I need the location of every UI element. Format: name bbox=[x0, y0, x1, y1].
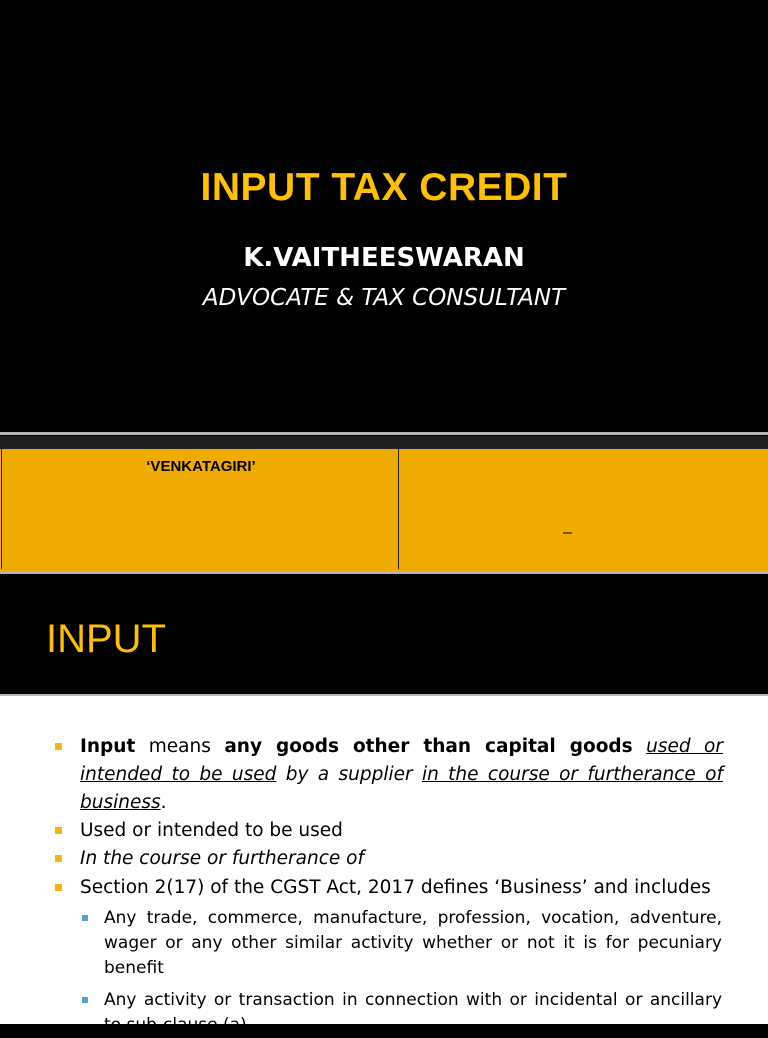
bullet-marker bbox=[55, 855, 62, 862]
bullet-input-definition bbox=[80, 733, 723, 817]
text-span bbox=[633, 736, 646, 757]
title-slide bbox=[0, 0, 768, 432]
phrase-used: used or intended to be used bbox=[80, 736, 723, 785]
bullet-marker bbox=[55, 884, 62, 891]
text-span: by a supplier bbox=[276, 764, 422, 785]
bullet-section-2-17: Section 2(17) of the CGST Act, 2017 defines ‘Business’ and includes bbox=[80, 877, 711, 898]
slide-title: INPUT TAX CREDIT bbox=[200, 166, 568, 209]
sub-bullet-activity: Any activity or transaction in connection with or incidental or ancillary to sub-clause (a) bbox=[104, 990, 722, 1035]
bullet-marker bbox=[55, 743, 62, 750]
bullet-used-intended: Used or intended to be used bbox=[80, 820, 343, 841]
slide2-title: INPUT bbox=[46, 617, 166, 661]
term-goods: any goods other than capital goods bbox=[224, 736, 633, 757]
divider bbox=[0, 432, 768, 435]
sub-bullet-marker bbox=[82, 915, 88, 921]
banner-left-text: ‘VENKATAGIRI’ bbox=[146, 458, 256, 475]
bullet-marker bbox=[55, 827, 62, 834]
banner-right-text: – bbox=[563, 524, 572, 541]
banner bbox=[0, 448, 768, 572]
phrase-furtherance: in the course or furtherance of business bbox=[80, 764, 724, 813]
author-role: ADVOCATE & TAX CONSULTANT bbox=[202, 285, 566, 311]
text-span: . bbox=[160, 792, 167, 813]
sub-bullet-marker bbox=[82, 997, 88, 1003]
banner-left-cell bbox=[1, 449, 399, 569]
term-input: Input bbox=[80, 736, 136, 757]
author-name: K.VAITHEESWARAN bbox=[243, 243, 525, 273]
bullet-course-furtherance: In the course or furtherance of bbox=[80, 848, 364, 869]
text-span: means bbox=[135, 736, 225, 757]
sub-bullet-trade: Any trade, commerce, manufacture, profession, vocation, adventure, wager or any other similar activity whether or not it is for pecuniary benefit bbox=[104, 908, 722, 978]
